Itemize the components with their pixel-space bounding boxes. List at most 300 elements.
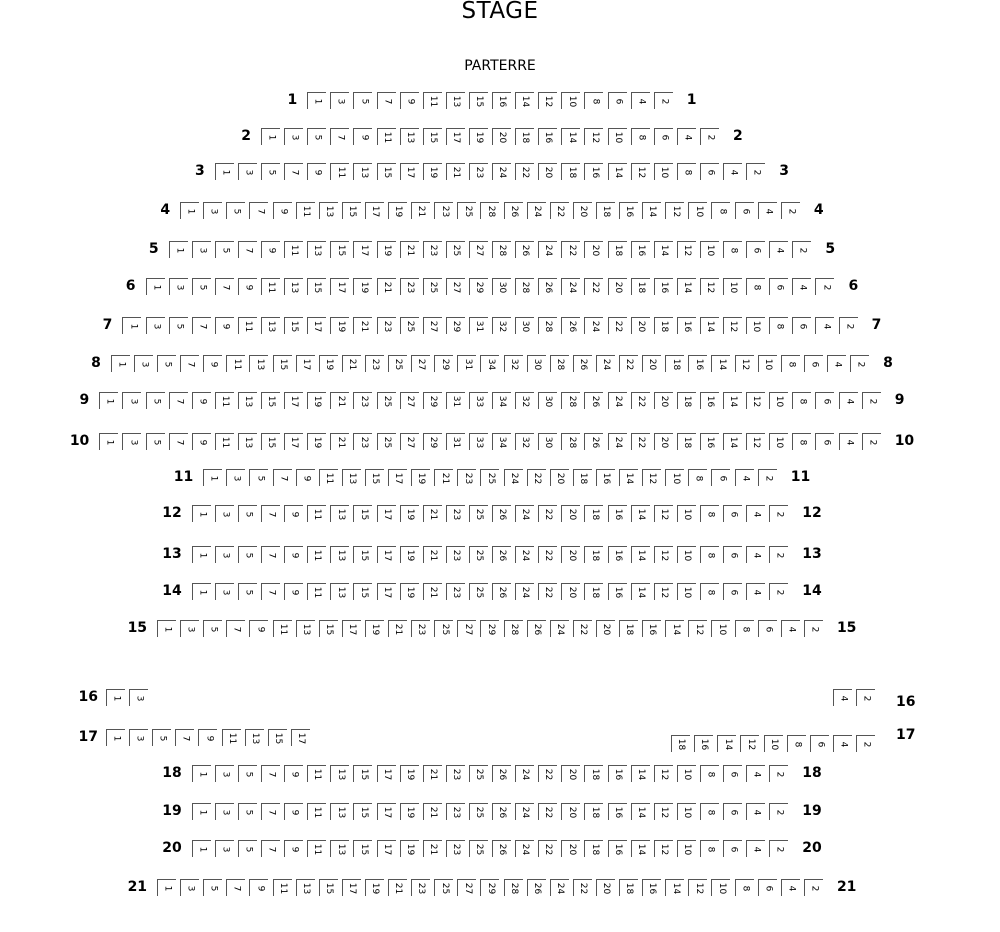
seat[interactable] [353, 433, 372, 450]
seat[interactable] [631, 92, 650, 109]
seat[interactable] [631, 163, 650, 180]
seat[interactable] [550, 879, 569, 896]
seat[interactable] [330, 241, 349, 258]
seat[interactable] [365, 879, 384, 896]
seat[interactable] [654, 803, 673, 820]
seat[interactable] [769, 433, 788, 450]
seat[interactable] [584, 128, 603, 145]
seat[interactable] [180, 879, 199, 896]
seat[interactable] [423, 803, 442, 820]
seat[interactable] [307, 241, 326, 258]
seat[interactable] [677, 317, 696, 334]
seat[interactable] [561, 317, 580, 334]
seat[interactable] [353, 317, 372, 334]
seat[interactable] [758, 469, 777, 486]
seat[interactable] [353, 128, 372, 145]
seat[interactable] [226, 620, 245, 637]
seat[interactable] [608, 128, 627, 145]
seat[interactable] [296, 469, 315, 486]
seat[interactable] [261, 765, 280, 782]
seat[interactable] [492, 128, 511, 145]
seat[interactable] [561, 583, 580, 600]
seat[interactable] [261, 583, 280, 600]
seat[interactable] [400, 505, 419, 522]
seat[interactable] [735, 355, 754, 372]
seat[interactable] [700, 840, 719, 857]
seat[interactable] [723, 803, 742, 820]
seat[interactable] [146, 278, 165, 295]
seat[interactable] [515, 803, 534, 820]
seat[interactable] [804, 620, 823, 637]
seat[interactable] [261, 803, 280, 820]
seat[interactable] [175, 729, 194, 746]
seat[interactable] [353, 546, 372, 563]
seat[interactable] [746, 241, 765, 258]
seat[interactable] [423, 505, 442, 522]
seat[interactable] [671, 735, 690, 752]
seat[interactable] [129, 729, 148, 746]
seat[interactable] [284, 583, 303, 600]
seat[interactable] [561, 546, 580, 563]
seat[interactable] [631, 128, 650, 145]
seat[interactable] [284, 392, 303, 409]
seat[interactable] [238, 840, 257, 857]
seat[interactable] [330, 583, 349, 600]
seat[interactable] [261, 278, 280, 295]
seat[interactable] [226, 879, 245, 896]
seat[interactable] [769, 241, 788, 258]
seat[interactable] [608, 317, 627, 334]
seat[interactable] [654, 765, 673, 782]
seat[interactable] [654, 317, 673, 334]
seat[interactable] [619, 879, 638, 896]
seat[interactable] [330, 433, 349, 450]
seat[interactable] [411, 879, 430, 896]
seat[interactable] [284, 546, 303, 563]
seat[interactable] [353, 241, 372, 258]
seat[interactable] [631, 803, 650, 820]
seat[interactable] [319, 355, 338, 372]
seat[interactable] [654, 392, 673, 409]
seat[interactable] [122, 317, 141, 334]
seat[interactable] [538, 128, 557, 145]
seat[interactable] [619, 202, 638, 219]
seat[interactable] [561, 92, 580, 109]
seat[interactable] [711, 469, 730, 486]
seat[interactable] [342, 879, 361, 896]
seat[interactable] [180, 620, 199, 637]
seat[interactable] [642, 202, 661, 219]
seat[interactable] [469, 803, 488, 820]
seat[interactable] [688, 355, 707, 372]
seat[interactable] [377, 278, 396, 295]
seat[interactable] [815, 278, 834, 295]
seat[interactable] [677, 163, 696, 180]
seat[interactable] [273, 620, 292, 637]
seat[interactable] [377, 92, 396, 109]
seat[interactable] [122, 433, 141, 450]
seat[interactable] [527, 355, 546, 372]
seat[interactable] [446, 241, 465, 258]
seat[interactable] [215, 765, 234, 782]
seat[interactable] [711, 620, 730, 637]
seat[interactable] [781, 879, 800, 896]
seat[interactable] [700, 241, 719, 258]
seat[interactable] [561, 241, 580, 258]
seat[interactable] [764, 735, 783, 752]
seat[interactable] [169, 278, 188, 295]
seat[interactable] [677, 278, 696, 295]
seat[interactable] [608, 583, 627, 600]
seat[interactable] [608, 433, 627, 450]
seat[interactable] [203, 469, 222, 486]
seat[interactable] [631, 317, 650, 334]
seat[interactable] [261, 546, 280, 563]
seat[interactable] [781, 620, 800, 637]
seat[interactable] [550, 355, 569, 372]
seat[interactable] [504, 879, 523, 896]
seat[interactable] [99, 392, 118, 409]
seat[interactable] [631, 433, 650, 450]
seat[interactable] [538, 765, 557, 782]
seat[interactable] [411, 620, 430, 637]
seat[interactable] [411, 355, 430, 372]
seat[interactable] [423, 433, 442, 450]
seat[interactable] [746, 317, 765, 334]
seat[interactable] [677, 546, 696, 563]
seat[interactable] [215, 317, 234, 334]
seat[interactable] [654, 128, 673, 145]
seat[interactable] [492, 278, 511, 295]
seat[interactable] [192, 278, 211, 295]
seat[interactable] [238, 278, 257, 295]
seat[interactable] [654, 433, 673, 450]
seat[interactable] [769, 840, 788, 857]
seat[interactable] [608, 803, 627, 820]
seat[interactable] [400, 163, 419, 180]
seat[interactable] [833, 735, 852, 752]
seat[interactable] [538, 241, 557, 258]
seat[interactable] [804, 879, 823, 896]
seat[interactable] [215, 433, 234, 450]
seat[interactable] [353, 92, 372, 109]
seat[interactable] [273, 469, 292, 486]
seat[interactable] [319, 469, 338, 486]
seat[interactable] [538, 803, 557, 820]
seat[interactable] [238, 433, 257, 450]
seat[interactable] [723, 317, 742, 334]
seat[interactable] [388, 620, 407, 637]
seat[interactable] [377, 392, 396, 409]
seat[interactable] [677, 392, 696, 409]
seat[interactable] [330, 317, 349, 334]
seat[interactable] [839, 392, 858, 409]
seat[interactable] [400, 583, 419, 600]
seat[interactable] [111, 355, 130, 372]
seat[interactable] [296, 202, 315, 219]
seat[interactable] [573, 879, 592, 896]
seat[interactable] [446, 392, 465, 409]
seat[interactable] [423, 317, 442, 334]
seat[interactable] [619, 469, 638, 486]
seat[interactable] [268, 729, 287, 746]
seat[interactable] [411, 202, 430, 219]
seat[interactable] [746, 583, 765, 600]
seat[interactable] [584, 505, 603, 522]
seat[interactable] [815, 392, 834, 409]
seat[interactable] [215, 278, 234, 295]
seat[interactable] [787, 735, 806, 752]
seat[interactable] [492, 583, 511, 600]
seat[interactable] [423, 163, 442, 180]
seat[interactable] [550, 202, 569, 219]
seat[interactable] [330, 546, 349, 563]
seat[interactable] [434, 469, 453, 486]
seat[interactable] [423, 241, 442, 258]
seat[interactable] [365, 202, 384, 219]
seat[interactable] [833, 689, 852, 706]
seat[interactable] [192, 317, 211, 334]
seat[interactable] [561, 765, 580, 782]
seat[interactable] [856, 735, 875, 752]
seat[interactable] [400, 317, 419, 334]
seat[interactable] [377, 583, 396, 600]
seat[interactable] [804, 355, 823, 372]
seat[interactable] [377, 163, 396, 180]
seat[interactable] [400, 433, 419, 450]
seat[interactable] [665, 879, 684, 896]
seat[interactable] [538, 546, 557, 563]
seat[interactable] [469, 765, 488, 782]
seat[interactable] [330, 163, 349, 180]
seat[interactable] [215, 163, 234, 180]
seat[interactable] [515, 433, 534, 450]
seat[interactable] [365, 355, 384, 372]
seat[interactable] [307, 765, 326, 782]
seat[interactable] [492, 505, 511, 522]
seat[interactable] [677, 241, 696, 258]
seat[interactable] [446, 803, 465, 820]
seat[interactable] [99, 433, 118, 450]
seat[interactable] [573, 620, 592, 637]
seat[interactable] [446, 278, 465, 295]
seat[interactable] [480, 879, 499, 896]
seat[interactable] [573, 469, 592, 486]
seat[interactable] [700, 433, 719, 450]
seat[interactable] [584, 433, 603, 450]
seat[interactable] [261, 241, 280, 258]
seat[interactable] [665, 202, 684, 219]
seat[interactable] [700, 163, 719, 180]
seat[interactable] [769, 546, 788, 563]
seat[interactable] [203, 879, 222, 896]
seat[interactable] [238, 803, 257, 820]
seat[interactable] [446, 128, 465, 145]
seat[interactable] [700, 505, 719, 522]
seat[interactable] [654, 505, 673, 522]
seat[interactable] [677, 803, 696, 820]
seat[interactable] [480, 469, 499, 486]
seat[interactable] [735, 620, 754, 637]
seat[interactable] [654, 583, 673, 600]
seat[interactable] [561, 505, 580, 522]
seat[interactable] [180, 355, 199, 372]
seat[interactable] [249, 469, 268, 486]
seat[interactable] [665, 620, 684, 637]
seat[interactable] [400, 546, 419, 563]
seat[interactable] [273, 355, 292, 372]
seat[interactable] [723, 505, 742, 522]
seat[interactable] [492, 92, 511, 109]
seat[interactable] [619, 355, 638, 372]
seat[interactable] [677, 840, 696, 857]
seat[interactable] [527, 620, 546, 637]
seat[interactable] [792, 278, 811, 295]
seat[interactable] [504, 620, 523, 637]
seat[interactable] [654, 241, 673, 258]
seat[interactable] [307, 392, 326, 409]
seat[interactable] [769, 803, 788, 820]
seat[interactable] [584, 583, 603, 600]
seat[interactable] [608, 546, 627, 563]
seat[interactable] [307, 317, 326, 334]
seat[interactable] [411, 469, 430, 486]
seat[interactable] [169, 392, 188, 409]
seat[interactable] [169, 433, 188, 450]
seat[interactable] [446, 505, 465, 522]
seat[interactable] [573, 202, 592, 219]
seat[interactable] [561, 163, 580, 180]
seat[interactable] [353, 163, 372, 180]
seat[interactable] [377, 546, 396, 563]
seat[interactable] [584, 278, 603, 295]
seat[interactable] [827, 355, 846, 372]
seat[interactable] [261, 163, 280, 180]
seat[interactable] [792, 317, 811, 334]
seat[interactable] [504, 202, 523, 219]
seat[interactable] [446, 92, 465, 109]
seat[interactable] [469, 92, 488, 109]
seat[interactable] [157, 355, 176, 372]
seat[interactable] [469, 278, 488, 295]
seat[interactable] [469, 583, 488, 600]
seat[interactable] [492, 840, 511, 857]
seat[interactable] [457, 469, 476, 486]
seat[interactable] [307, 583, 326, 600]
seat[interactable] [631, 278, 650, 295]
seat[interactable] [377, 433, 396, 450]
seat[interactable] [723, 546, 742, 563]
seat[interactable] [711, 202, 730, 219]
seat[interactable] [388, 469, 407, 486]
seat[interactable] [515, 505, 534, 522]
seat[interactable] [434, 355, 453, 372]
seat[interactable] [480, 620, 499, 637]
seat[interactable] [284, 278, 303, 295]
seat[interactable] [700, 765, 719, 782]
seat[interactable] [198, 729, 217, 746]
seat[interactable] [758, 355, 777, 372]
seat[interactable] [862, 433, 881, 450]
seat[interactable] [192, 803, 211, 820]
seat[interactable] [423, 583, 442, 600]
seat[interactable] [515, 765, 534, 782]
seat[interactable] [584, 163, 603, 180]
seat[interactable] [596, 202, 615, 219]
seat[interactable] [434, 879, 453, 896]
seat[interactable] [538, 163, 557, 180]
seat[interactable] [238, 505, 257, 522]
seat[interactable] [469, 840, 488, 857]
seat[interactable] [538, 392, 557, 409]
seat[interactable] [654, 840, 673, 857]
seat[interactable] [180, 202, 199, 219]
seat[interactable] [106, 729, 125, 746]
seat[interactable] [423, 546, 442, 563]
seat[interactable] [446, 840, 465, 857]
seat[interactable] [238, 392, 257, 409]
seat[interactable] [654, 278, 673, 295]
seat[interactable] [723, 163, 742, 180]
seat[interactable] [584, 765, 603, 782]
seat[interactable] [434, 202, 453, 219]
seat[interactable] [319, 879, 338, 896]
seat[interactable] [215, 505, 234, 522]
seat[interactable] [631, 241, 650, 258]
seat[interactable] [642, 620, 661, 637]
seat[interactable] [492, 765, 511, 782]
seat[interactable] [446, 433, 465, 450]
seat[interactable] [353, 765, 372, 782]
seat[interactable] [469, 163, 488, 180]
seat[interactable] [527, 202, 546, 219]
seat[interactable] [608, 241, 627, 258]
seat[interactable] [515, 241, 534, 258]
seat[interactable] [192, 392, 211, 409]
seat[interactable] [792, 392, 811, 409]
seat[interactable] [146, 433, 165, 450]
seat[interactable] [192, 583, 211, 600]
seat[interactable] [596, 469, 615, 486]
seat[interactable] [249, 620, 268, 637]
seat[interactable] [192, 433, 211, 450]
seat[interactable] [377, 317, 396, 334]
seat[interactable] [631, 392, 650, 409]
seat[interactable] [261, 317, 280, 334]
seat[interactable] [856, 689, 875, 706]
seat[interactable] [307, 840, 326, 857]
seat[interactable] [677, 505, 696, 522]
seat[interactable] [203, 202, 222, 219]
seat[interactable] [735, 202, 754, 219]
seat[interactable] [446, 317, 465, 334]
seat[interactable] [284, 241, 303, 258]
seat[interactable] [492, 317, 511, 334]
seat[interactable] [319, 202, 338, 219]
seat[interactable] [677, 583, 696, 600]
seat[interactable] [677, 128, 696, 145]
seat[interactable] [538, 583, 557, 600]
seat[interactable] [377, 505, 396, 522]
seat[interactable] [769, 317, 788, 334]
seat[interactable] [723, 278, 742, 295]
seat[interactable] [758, 202, 777, 219]
seat[interactable] [169, 241, 188, 258]
seat[interactable] [457, 202, 476, 219]
seat[interactable] [492, 241, 511, 258]
seat[interactable] [700, 128, 719, 145]
seat[interactable] [746, 433, 765, 450]
